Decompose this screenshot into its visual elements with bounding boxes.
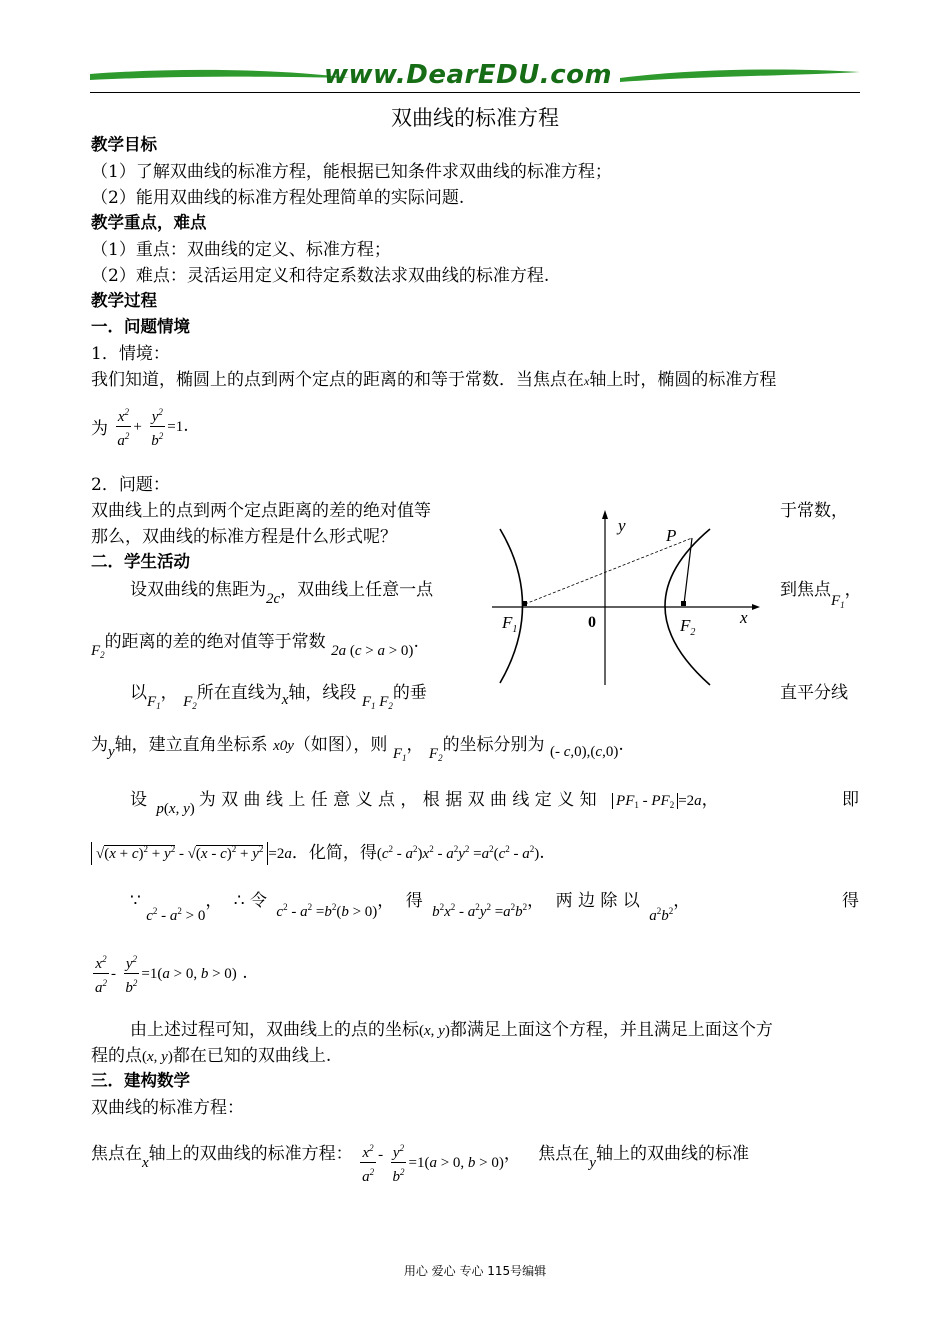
section-2-heading: 二．学生活动 xyxy=(91,552,190,571)
hyperbola-left-branch xyxy=(500,529,523,683)
problem-line-1: 双曲线上的点到两个定点距离的差的绝对值等 xyxy=(91,501,431,521)
focus-f1-marker xyxy=(522,601,527,606)
x-axis-arrow xyxy=(752,604,760,610)
page-title: 双曲线的标准方程 xyxy=(391,106,559,130)
label-f2: $F_2$ xyxy=(680,616,696,638)
section-3-heading: 三．建构数学 xyxy=(91,1071,190,1090)
ellipse-equation: 为 $\frac{x^2}{a^2}$ + $\frac{y^2}{b^2}$ =1. xyxy=(91,403,189,450)
label-origin: 0 xyxy=(588,614,596,631)
para-7-end: 得 xyxy=(842,891,859,911)
para-6: $√(x + c)^2 + y^2 - √(x - c)^2 + y^2 =2a$．化简，得$(c^2 - a^2)x^2 - a^2y^2 =a^2(c^2 - a^2)$. xyxy=(91,838,545,865)
derived-equation: $\frac{x^2}{a^2}$ - $\frac{y^2}{b^2}$ =1(a > 0, b > 0) . xyxy=(91,950,248,997)
header-logo[interactable]: www.DearEDU.com xyxy=(324,60,613,90)
header-banner xyxy=(90,62,860,96)
header-rule xyxy=(90,92,860,93)
problem-line-1-end: 于常数， xyxy=(780,501,848,521)
situation-label: 1．情境： xyxy=(91,344,170,364)
problem-label: 2．问题： xyxy=(91,475,170,495)
label-p: P xyxy=(666,526,677,545)
segment-pf2 xyxy=(684,538,692,604)
para-2: $F_2$的距离的差的绝对值等于常数 2a (c > a > 0). xyxy=(91,632,419,660)
hyperbola-figure xyxy=(490,505,770,690)
label-y: y xyxy=(618,516,626,535)
para-9: 由上述过程可知，双曲线上的点的坐标(x, y)都满足上面这个方程，并且满足上面这个方 xyxy=(130,1020,773,1040)
para-5-end: 即 xyxy=(842,790,859,810)
header-swoosh-left xyxy=(90,66,350,88)
para-10: 程的点(x, y)都在已知的双曲线上. xyxy=(91,1046,332,1066)
focus-f2-marker xyxy=(681,601,686,606)
page-footer: 用心 爱心 专心 115号编辑 xyxy=(403,1264,547,1278)
section-1-heading: 一．问题情境 xyxy=(91,317,190,336)
para-12: 焦点在x轴上的双曲线的标准方程： $\frac{x^2}{a^2}$ - $\frac{y^2}{b^2}$ =1(a > 0, b > 0)， 焦点在y轴上的双曲线的标准 xyxy=(91,1131,749,1178)
label-f1: $F_1$ xyxy=(502,613,518,635)
para-11: 双曲线的标准方程： xyxy=(91,1098,244,1118)
para-1: 设双曲线的焦距为2c，双曲线上任意一点 xyxy=(130,580,434,607)
para-7: ∵ $c^2 - a^2 > 0$， ∴ 令 $c^2 - a^2 =b^2(b > 0)$， 得 $b^2x^2 - a^2y^2 =a^2b^2$， 两 边 除 以 $a^2b^2$， xyxy=(130,891,691,924)
para-1-end: 到焦点$F_1$， xyxy=(780,580,862,610)
objective-2: （2）能用双曲线的标准方程处理简单的实际问题. xyxy=(91,188,465,208)
para-3-end: 直平分线 xyxy=(780,683,848,703)
para-5: 设 p(x, y) 为 双 曲 线 上 任 意 义 点 ， 根 据 双 曲 线 定 义 知 $PF_1 - PF_2 =2a$， xyxy=(130,790,719,817)
header-swoosh-right xyxy=(620,66,860,88)
label-x: x xyxy=(740,608,748,627)
segment-pf1 xyxy=(525,538,692,604)
problem-line-2: 那么，双曲线的标准方程是什么形式呢？ xyxy=(91,527,397,547)
para-3: 以$F_1$， $F_2$所在直线为x轴，线段 $F_1$ $F_2$的垂 xyxy=(130,683,427,711)
objective-1: （1）了解双曲线的标准方程，能根据已知条件求双曲线的标准方程； xyxy=(91,162,612,182)
process-heading: 教学过程 xyxy=(91,291,157,310)
keypoints-heading: 教学重点，难点 xyxy=(91,213,207,232)
para-4: 为y轴，建立直角坐标系 x0y（如图），则 $F_1$， $F_2$的坐标分别为 (- c,0),(c,0). xyxy=(91,735,624,763)
keypoint-2: （2）难点：灵活运用定义和待定系数法求双曲线的标准方程. xyxy=(91,266,550,286)
objectives-heading: 教学目标 xyxy=(91,135,157,154)
situation-text: 我们知道，椭圆上的点到两个定点的距离的和等于常数．当焦点在x轴上时，椭圆的标准方程 xyxy=(91,370,777,390)
keypoint-1: （1）重点：双曲线的定义、标准方程； xyxy=(91,240,391,260)
y-axis-arrow xyxy=(602,510,608,519)
